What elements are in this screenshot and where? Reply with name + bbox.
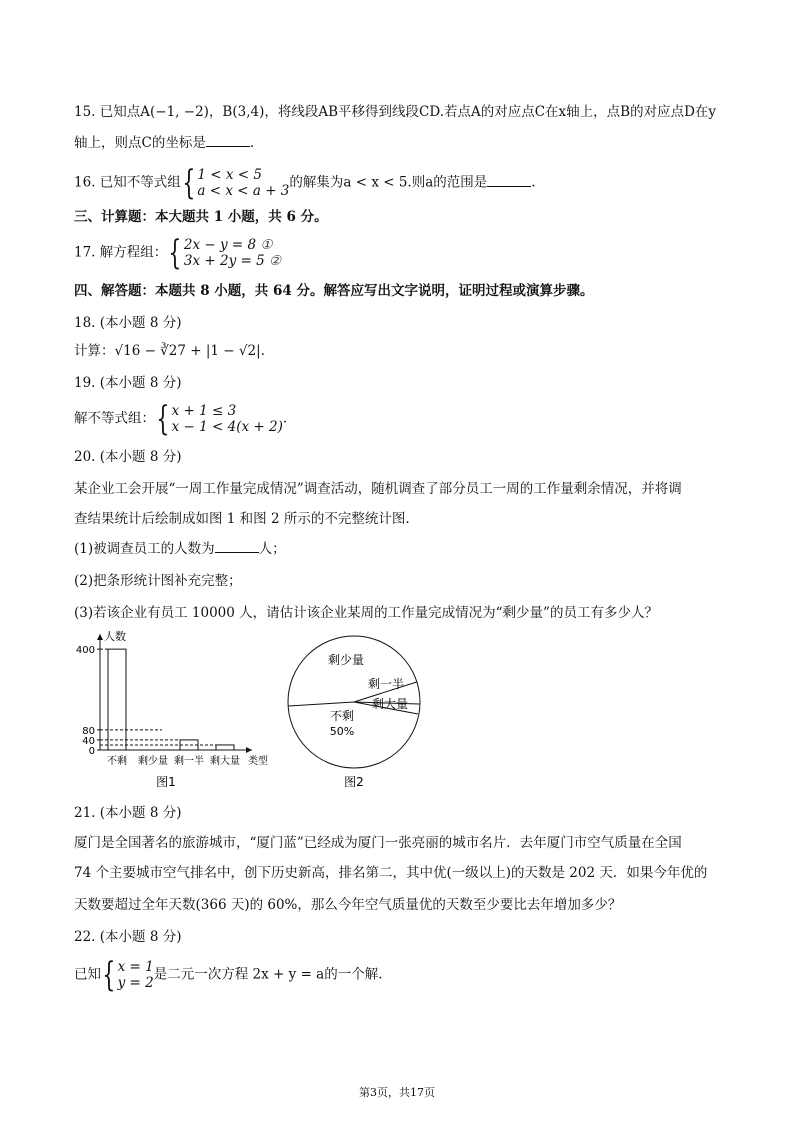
q22-row2: y = 2 — [117, 975, 154, 991]
q19-header: 19. (本小题 8 分) — [74, 375, 182, 391]
q18-body: 计算：√16 − ∛27 + |1 − √2|. — [74, 343, 265, 359]
x-tick-label: 不剩 — [107, 756, 127, 767]
q22 — [74, 955, 383, 995]
q17-row2: 3x + 2y = 5 — [183, 253, 265, 269]
answer-blank — [215, 540, 259, 553]
q16-prefix: 16. 已知不等式组 — [74, 174, 181, 191]
q20-sub2: (2)把条形统计图补充完整； — [74, 573, 242, 589]
x-tick-label: 剩大量 — [210, 756, 240, 767]
y-axis-arrow — [97, 634, 103, 640]
q20-sub1 — [74, 540, 286, 558]
q16 — [74, 163, 536, 203]
q22-prefix: 已知 — [74, 966, 101, 983]
q22-row1: x = 1 — [117, 959, 154, 975]
q20-line2: 查结果统计后绘制成如图 1 和图 2 所示的不完整统计图. — [74, 511, 410, 527]
q20-header: 20. (本小题 8 分) — [74, 449, 182, 465]
q22-system: { x = 1 y = 2 — [102, 955, 154, 995]
q17 — [74, 233, 282, 273]
q22-header: 22. (本小题 8 分) — [74, 929, 182, 945]
y-tick-label: 0 — [88, 746, 95, 757]
q20-sub1-end: 人； — [258, 541, 286, 557]
y-axis-label: 人数 — [104, 630, 126, 643]
q16-suffix: 的解集为a < x < 5.则a的范围是 — [289, 174, 488, 191]
q20-sub1-text: (1)被调查员工的人数为 — [74, 541, 215, 557]
pie-value-label: 50% — [329, 725, 355, 738]
pie-label: 不剩 — [329, 709, 355, 723]
x-axis-arrow — [246, 747, 252, 753]
pie-label: 剩一半 — [367, 677, 405, 691]
q20-line1: 某企业工会开展“一周工作量完成情况”调查活动，随机调查了部分员工一周的工作量剩余情况，并将调 — [74, 481, 682, 497]
q17-row2-mark: ② — [269, 253, 282, 269]
figure-2-caption: 图2 — [344, 775, 364, 789]
x-tick-label: 剩一半 — [174, 756, 204, 767]
page-footer: 第3页，共17页 — [359, 1086, 435, 1099]
q19-row2: x − 1 < 4(x + 2) — [171, 419, 283, 435]
q17-system: { 2x − y = 8 ① 3x + 2y = 5 ② — [168, 233, 282, 273]
q15-line2 — [74, 134, 254, 152]
figure-1-bar-chart — [66, 626, 296, 792]
q19-row1: x + 1 ≤ 3 — [171, 403, 237, 419]
pie-label: 剩大量 — [371, 697, 409, 711]
q15-line2-end: . — [249, 135, 255, 151]
answer-blank — [206, 134, 250, 147]
q16-end: . — [531, 174, 536, 191]
q19-prefix: 解不等式组： — [74, 410, 155, 427]
answer-blank — [487, 174, 531, 187]
q21-line1: 厦门是全国著名的旅游城市，“厦门蓝”已经成为厦门一张亮丽的城市名片．去年厦门市空气质量在全国 — [74, 835, 682, 851]
y-tick-label: 40 — [82, 735, 95, 747]
figure-1-caption: 图1 — [156, 775, 176, 789]
y-tick-label: 400 — [75, 645, 95, 657]
q20-sub3: (3)若该企业有员工 10000 人，请估计该企业某周的工作量完成情况为“剩少量”的员工有多少人？ — [74, 605, 658, 621]
q16-row2: a < x < a + 3 — [197, 183, 290, 199]
section-3-heading: 三、计算题：本大题共 1 小题，共 6 分。 — [74, 209, 328, 225]
q21-line3: 天数要超过全年天数(366 天)的 60%，那么今年空气质量优的天数至少要比去年增加多少？ — [74, 897, 622, 913]
x-axis-label: 类型 — [248, 756, 268, 767]
q15-line2-text: 轴上，则点C的坐标是 — [74, 135, 206, 151]
bar — [216, 745, 234, 750]
q21-line2: 74 个主要城市空气排名中，创下历史新高，排名第二，其中优(一级以上)的天数是 202 天．如果今年优的 — [74, 865, 708, 881]
pie-label: 剩少量 — [327, 653, 365, 667]
q17-row1-mark: ① — [260, 237, 273, 253]
q21-header: 21. (本小题 8 分) — [74, 805, 182, 821]
q22-suffix: 是二元一次方程 2x + y = a的一个解. — [153, 966, 383, 983]
section-4-heading: 四、解答题：本题共 8 小题，共 64 分。解答应写出文字说明，证明过程或演算步骤。 — [74, 283, 594, 299]
q19-system: { x + 1 ≤ 3 x − 1 < 4(x + 2) — [156, 399, 283, 439]
x-tick-label: 剩少量 — [138, 756, 168, 767]
bar — [108, 649, 126, 750]
q16-system: { 1 < x < 5 a < x < a + 3 — [182, 163, 290, 203]
q17-prefix: 17. 解方程组： — [74, 244, 168, 261]
q15-line1: 15. 已知点A(−1, −2)，B(3,4)，将线段AB平移得到线段CD.若点A的对应点C在x轴上，点B的对应点D在y — [74, 104, 717, 120]
q18-header: 18. (本小题 8 分) — [74, 315, 182, 331]
q16-row1: 1 < x < 5 — [197, 167, 262, 183]
q17-row1: 2x − y = 8 — [183, 237, 257, 253]
q19 — [74, 399, 288, 439]
q19-end: . — [282, 410, 288, 427]
y-tick-label: 80 — [82, 725, 95, 737]
figure-2-pie-chart — [284, 626, 434, 792]
